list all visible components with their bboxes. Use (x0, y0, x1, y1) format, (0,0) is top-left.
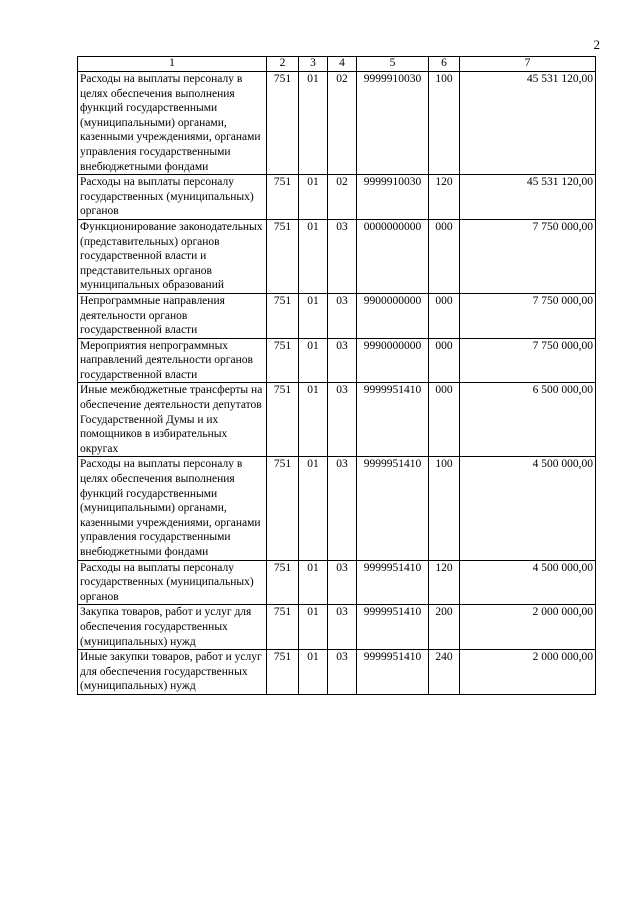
row-gr: 751 (267, 605, 299, 650)
row-sum: 7 750 000,00 (460, 219, 596, 293)
row-csr: 9999951410 (357, 605, 429, 650)
row-pr: 03 (328, 219, 357, 293)
row-rz: 01 (299, 175, 328, 220)
row-rz: 01 (299, 457, 328, 560)
row-vr: 100 (429, 72, 460, 175)
table-row (78, 650, 596, 695)
table-row (78, 219, 596, 293)
row-csr: 9999951410 (357, 560, 429, 605)
row-gr: 751 (267, 457, 299, 560)
row-sum: 45 531 120,00 (460, 72, 596, 175)
row-vr: 200 (429, 605, 460, 650)
row-sum: 7 750 000,00 (460, 293, 596, 338)
table-row (78, 560, 596, 605)
row-pr: 03 (328, 457, 357, 560)
col-header-vr: 6 (429, 57, 460, 72)
row-gr: 751 (267, 219, 299, 293)
row-pr: 02 (328, 72, 357, 175)
col-header-csr: 5 (357, 57, 429, 72)
row-vr: 100 (429, 457, 460, 560)
row-sum: 2 000 000,00 (460, 605, 596, 650)
row-gr: 751 (267, 338, 299, 383)
table-row (78, 457, 596, 560)
row-pr: 03 (328, 650, 357, 695)
row-rz: 01 (299, 605, 328, 650)
row-pr: 03 (328, 338, 357, 383)
row-rz: 01 (299, 293, 328, 338)
table-row (78, 383, 596, 457)
row-vr: 000 (429, 338, 460, 383)
col-header-pr: 4 (328, 57, 357, 72)
row-name: Иные закупки товаров, работ и услуг для обеспечения государственных (муниципальных) нужд (78, 650, 267, 695)
table-row (78, 293, 596, 338)
col-header-rz: 3 (299, 57, 328, 72)
row-name: Расходы на выплаты персоналу государственных (муниципальных) органов (78, 560, 267, 605)
page-number: 2 (593, 37, 600, 52)
row-csr: 9999951410 (357, 650, 429, 695)
row-name: Мероприятия непрограммных направлений деятельности органов государственной власти (78, 338, 267, 383)
row-sum: 2 000 000,00 (460, 650, 596, 695)
row-gr: 751 (267, 560, 299, 605)
row-gr: 751 (267, 293, 299, 338)
row-csr: 9999951410 (357, 457, 429, 560)
row-sum: 45 531 120,00 (460, 175, 596, 220)
col-header-gr: 2 (267, 57, 299, 72)
table-row (78, 605, 596, 650)
col-header-name: 1 (78, 57, 267, 72)
row-csr: 9999910030 (357, 175, 429, 220)
row-pr: 02 (328, 175, 357, 220)
budget-table (77, 56, 596, 695)
row-pr: 03 (328, 605, 357, 650)
row-name: Расходы на выплаты персоналу в целях обеспечения выполнения функций государственными (муниципальными) органами, казенными учреждениями, органами управления государственными внебюджетными фондами (78, 457, 267, 560)
row-vr: 000 (429, 219, 460, 293)
table-header (78, 57, 596, 72)
row-pr: 03 (328, 560, 357, 605)
row-name: Закупка товаров, работ и услуг для обеспечения государственных (муниципальных) нужд (78, 605, 267, 650)
row-name: Иные межбюджетные трансферты на обеспечение деятельности депутатов Государственной Думы и их помощников в избирательных округах (78, 383, 267, 457)
row-sum: 6 500 000,00 (460, 383, 596, 457)
row-vr: 000 (429, 383, 460, 457)
row-name: Функционирование законодательных (представительных) органов государственной власти и представительных органов муниципальных образований (78, 219, 267, 293)
row-rz: 01 (299, 383, 328, 457)
table-row (78, 72, 596, 175)
row-rz: 01 (299, 72, 328, 175)
row-sum: 7 750 000,00 (460, 338, 596, 383)
row-name: Расходы на выплаты персоналу в целях обеспечения выполнения функций государственными (муниципальными) органами, казенными учреждениями, органами управления государственными внебюджетными фондами (78, 72, 267, 175)
table-body (78, 72, 596, 695)
row-csr: 0000000000 (357, 219, 429, 293)
row-csr: 9999910030 (357, 72, 429, 175)
row-rz: 01 (299, 560, 328, 605)
row-csr: 9990000000 (357, 338, 429, 383)
row-sum: 4 500 000,00 (460, 560, 596, 605)
table-row (78, 175, 596, 220)
col-header-sum: 7 (460, 57, 596, 72)
row-pr: 03 (328, 383, 357, 457)
row-rz: 01 (299, 219, 328, 293)
row-vr: 000 (429, 293, 460, 338)
row-gr: 751 (267, 383, 299, 457)
table-row (78, 338, 596, 383)
row-csr: 9999951410 (357, 383, 429, 457)
row-vr: 240 (429, 650, 460, 695)
row-gr: 751 (267, 175, 299, 220)
row-vr: 120 (429, 175, 460, 220)
row-gr: 751 (267, 650, 299, 695)
row-name: Расходы на выплаты персоналу государственных (муниципальных) органов (78, 175, 267, 220)
row-sum: 4 500 000,00 (460, 457, 596, 560)
row-rz: 01 (299, 338, 328, 383)
row-name: Непрограммные направления деятельности органов государственной власти (78, 293, 267, 338)
row-gr: 751 (267, 72, 299, 175)
row-rz: 01 (299, 650, 328, 695)
row-pr: 03 (328, 293, 357, 338)
row-csr: 9900000000 (357, 293, 429, 338)
row-vr: 120 (429, 560, 460, 605)
